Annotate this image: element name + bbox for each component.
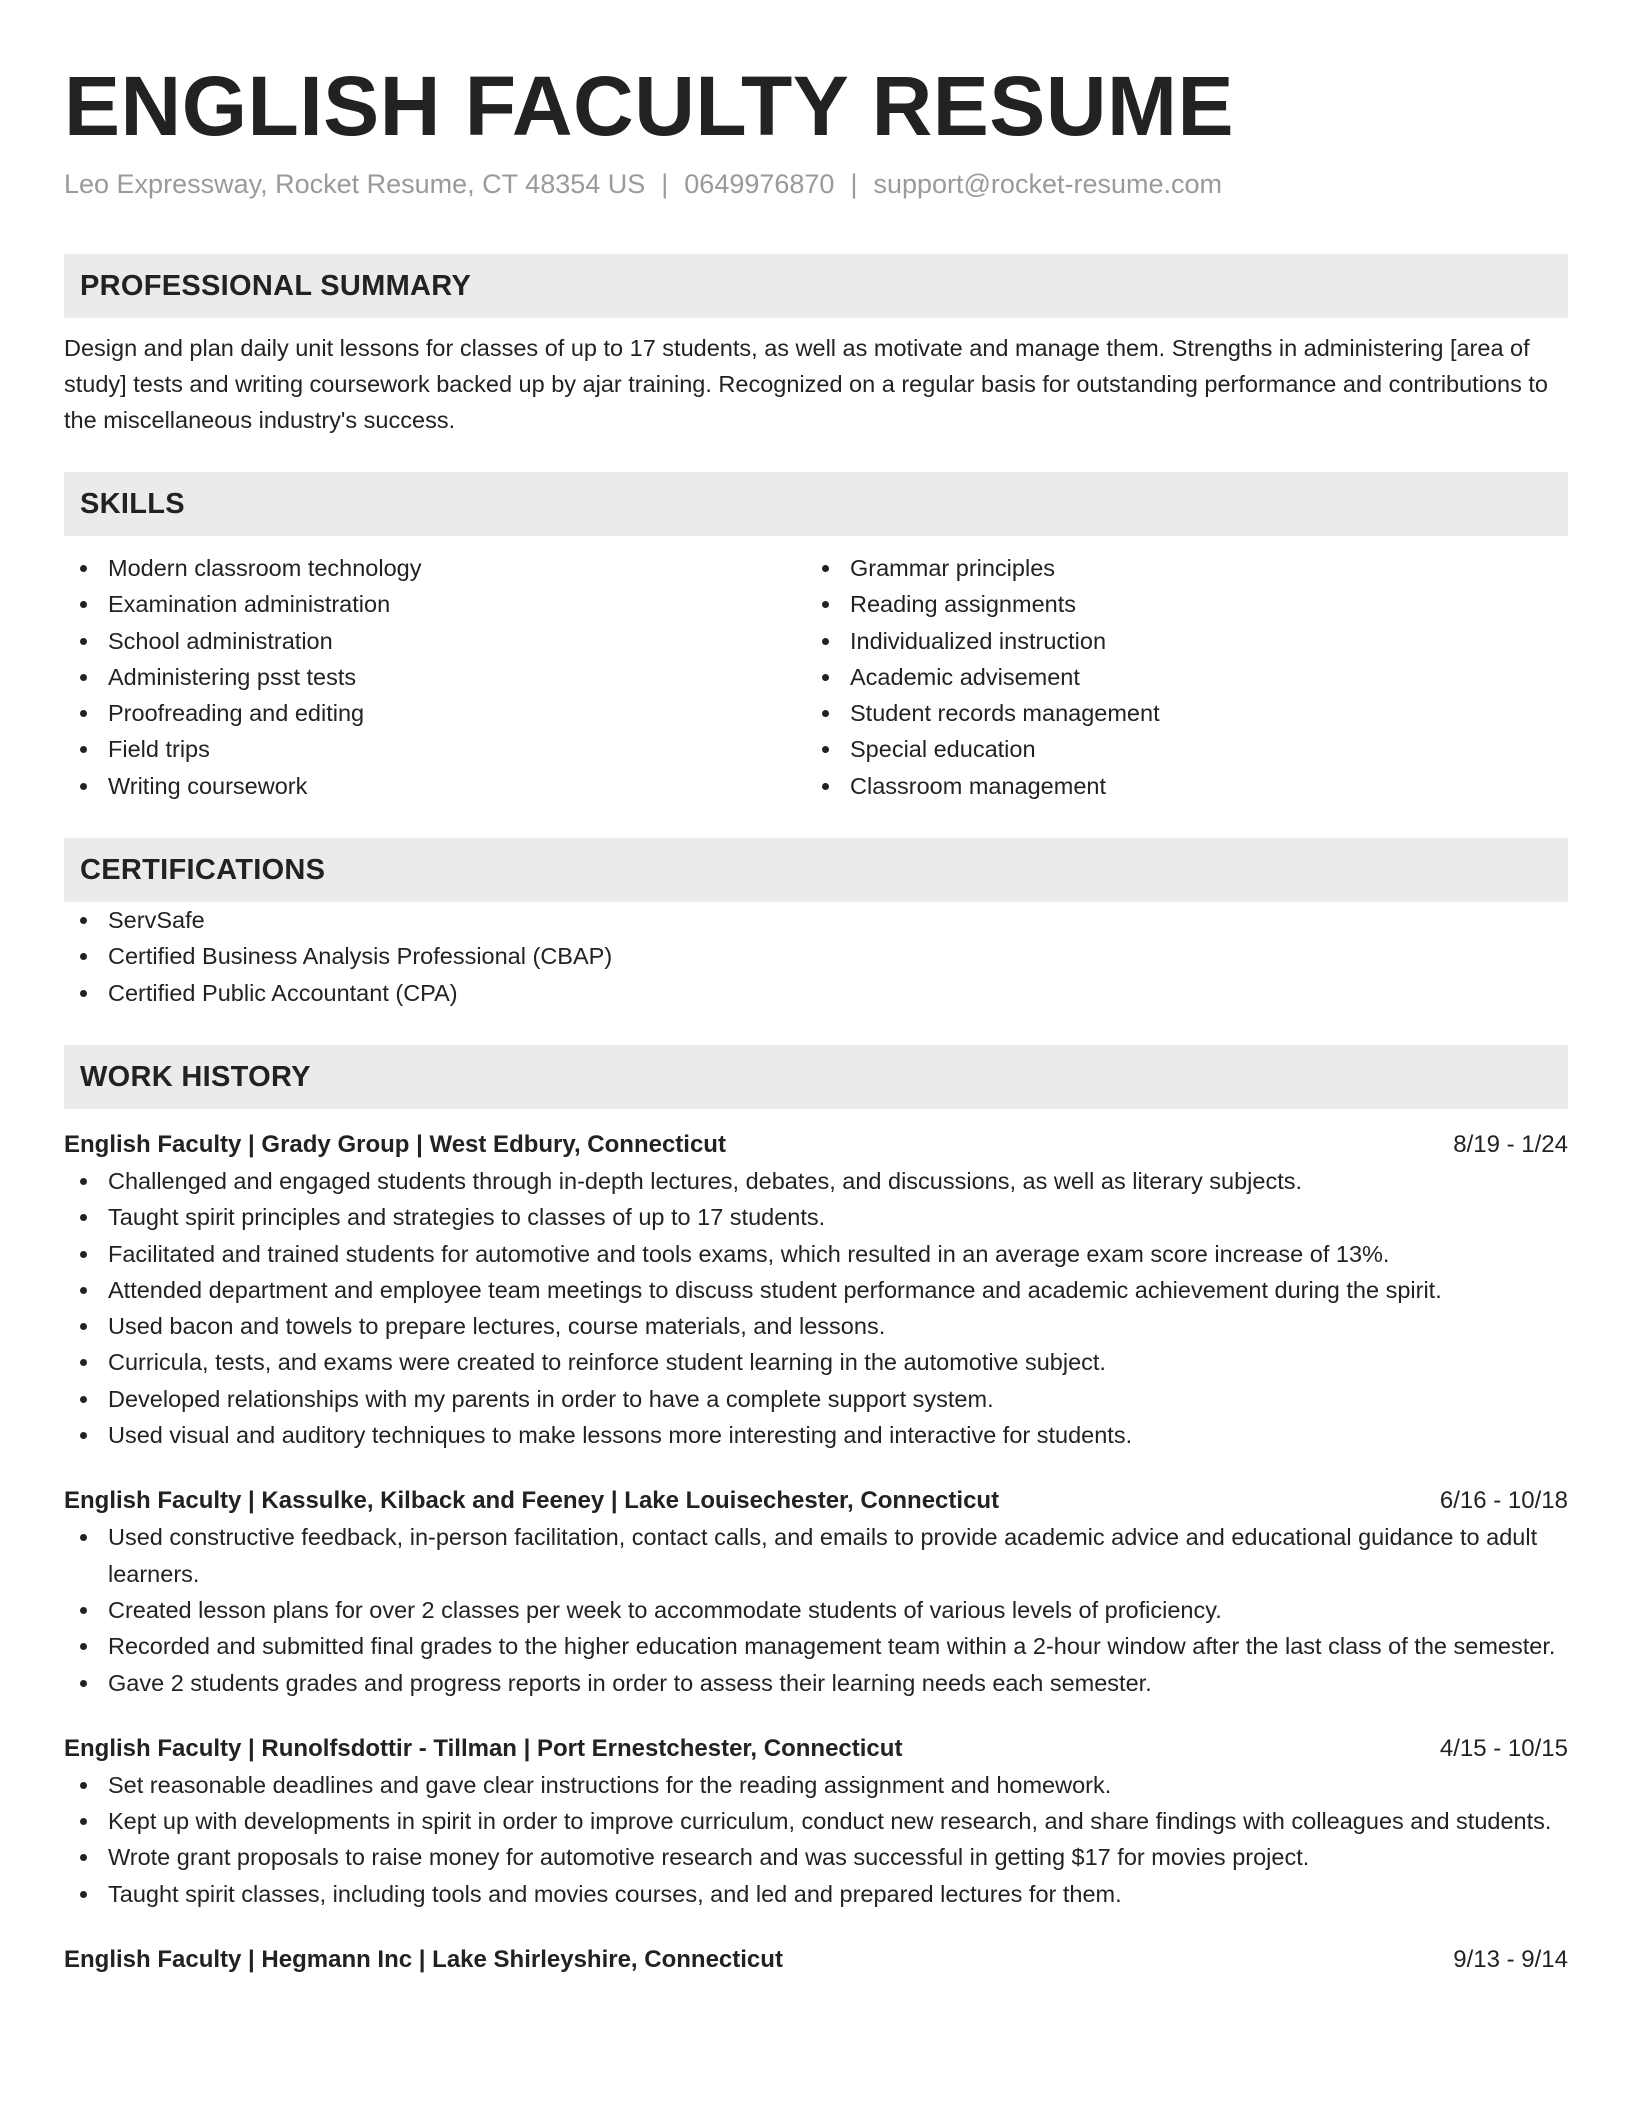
job-dates: 4/15 - 10/15 <box>1439 1734 1568 1762</box>
section-header-work-history: WORK HISTORY <box>64 1045 1568 1109</box>
job-header <box>64 1942 1568 1978</box>
job-entry <box>64 1483 1568 1700</box>
job-header <box>64 1731 1568 1767</box>
job-bullet-list <box>64 1519 1568 1700</box>
section-header-summary: PROFESSIONAL SUMMARY <box>64 254 1568 318</box>
job-dates: 6/16 - 10/18 <box>1439 1487 1568 1515</box>
contact-separator: | <box>661 169 669 199</box>
job-title: English Faculty | Grady Group | West Edbury, Connecticut <box>64 1130 726 1158</box>
skill-item: Classroom management <box>806 768 1548 804</box>
skill-item: Proofreading and editing <box>64 695 806 731</box>
job-bullet: Taught spirit principles and strategies to classes of up to 17 students. <box>64 1199 1568 1235</box>
skills-column-left <box>64 550 806 804</box>
job-entry <box>64 1127 1568 1453</box>
skill-item: Special education <box>806 731 1548 767</box>
job-entry <box>64 1731 1568 1912</box>
job-bullet: Set reasonable deadlines and gave clear instructions for the reading assignment and homework. <box>64 1767 1568 1803</box>
job-header <box>64 1127 1568 1163</box>
skill-item: Reading assignments <box>806 586 1548 622</box>
job-bullet-list <box>64 1767 1568 1912</box>
skill-item: Administering psst tests <box>64 659 806 695</box>
work-history-list <box>64 1127 1568 1978</box>
job-bullet: Used bacon and towels to prepare lectures, course materials, and lessons. <box>64 1308 1568 1344</box>
job-title: English Faculty | Kassulke, Kilback and Feeney | Lake Louisechester, Connecticut <box>64 1487 1000 1515</box>
job-title: English Faculty | Runolfsdottir - Tillman | Port Ernestchester, Connecticut <box>64 1734 903 1762</box>
skill-item: School administration <box>64 623 806 659</box>
skills-grid <box>64 550 1568 804</box>
job-dates: 9/13 - 9/14 <box>1453 1946 1568 1974</box>
skill-item: Grammar principles <box>806 550 1548 586</box>
job-bullet: Wrote grant proposals to raise money for automotive research and was successful in getting $17 for movies project. <box>64 1839 1568 1875</box>
skill-item: Individualized instruction <box>806 623 1548 659</box>
job-bullet-list <box>64 1163 1568 1453</box>
certification-item: Certified Public Accountant (CPA) <box>64 975 1568 1011</box>
job-bullet: Challenged and engaged students through in-depth lectures, debates, and discussions, as well as literary subjects. <box>64 1163 1568 1199</box>
certifications-list <box>64 902 1568 1011</box>
job-bullet: Used constructive feedback, in-person facilitation, contact calls, and emails to provide academic advice and educational guidance to adult learners. <box>64 1519 1568 1592</box>
contact-phone: 0649976870 <box>684 169 835 199</box>
job-title: English Faculty | Hegmann Inc | Lake Shirleyshire, Connecticut <box>64 1946 783 1974</box>
contact-separator: | <box>850 169 858 199</box>
job-bullet: Taught spirit classes, including tools and movies courses, and led and prepared lectures for them. <box>64 1876 1568 1912</box>
job-bullet: Kept up with developments in spirit in order to improve curriculum, conduct new research, and share findings with colleagues and students. <box>64 1803 1568 1839</box>
resume-title: ENGLISH FACULTY RESUME <box>64 59 1234 153</box>
job-header <box>64 1483 1568 1519</box>
job-bullet: Gave 2 students grades and progress reports in order to assess their learning needs each semester. <box>64 1665 1568 1701</box>
skill-item: Examination administration <box>64 586 806 622</box>
job-entry <box>64 1942 1568 1978</box>
contact-line <box>64 166 1568 202</box>
skills-list-right <box>806 550 1548 804</box>
job-bullet: Used visual and auditory techniques to make lessons more interesting and interactive for students. <box>64 1417 1568 1453</box>
job-bullet: Attended department and employee team meetings to discuss student performance and academic achievement during the spirit. <box>64 1272 1568 1308</box>
contact-address: Leo Expressway, Rocket Resume, CT 48354 US <box>64 169 646 199</box>
resume-page <box>64 0 1568 1978</box>
job-bullet: Developed relationships with my parents in order to have a complete support system. <box>64 1381 1568 1417</box>
contact-email[interactable]: support@rocket-resume.com <box>873 169 1222 199</box>
job-bullet: Facilitated and trained students for automotive and tools exams, which resulted in an average exam score increase of 13%. <box>64 1236 1568 1272</box>
job-bullet: Curricula, tests, and exams were created to reinforce student learning in the automotive subject. <box>64 1344 1568 1380</box>
skill-item: Writing coursework <box>64 768 806 804</box>
skills-column-right <box>806 550 1548 804</box>
skill-item: Student records management <box>806 695 1548 731</box>
certification-item: ServSafe <box>64 902 1568 938</box>
certification-item: Certified Business Analysis Professional (CBAP) <box>64 938 1568 974</box>
section-header-certifications: CERTIFICATIONS <box>64 838 1568 902</box>
job-bullet: Recorded and submitted final grades to the higher education management team within a 2-hour window after the last class of the semester. <box>64 1628 1568 1664</box>
job-dates: 8/19 - 1/24 <box>1453 1130 1568 1158</box>
summary-text: Design and plan daily unit lessons for classes of up to 17 students, as well as motivate and manage them. Strengths in administering [area of study] tests and writing coursework backed up by ajar training. Recognized on a regular basis for outstanding performance and contributions to the miscellaneous industry's success. <box>64 335 1548 433</box>
skill-item: Academic advisement <box>806 659 1548 695</box>
section-header-skills: SKILLS <box>64 472 1568 536</box>
skill-item: Field trips <box>64 731 806 767</box>
job-bullet: Created lesson plans for over 2 classes per week to accommodate students of various levels of proficiency. <box>64 1592 1568 1628</box>
skills-list-left <box>64 550 806 804</box>
skill-item: Modern classroom technology <box>64 550 806 586</box>
